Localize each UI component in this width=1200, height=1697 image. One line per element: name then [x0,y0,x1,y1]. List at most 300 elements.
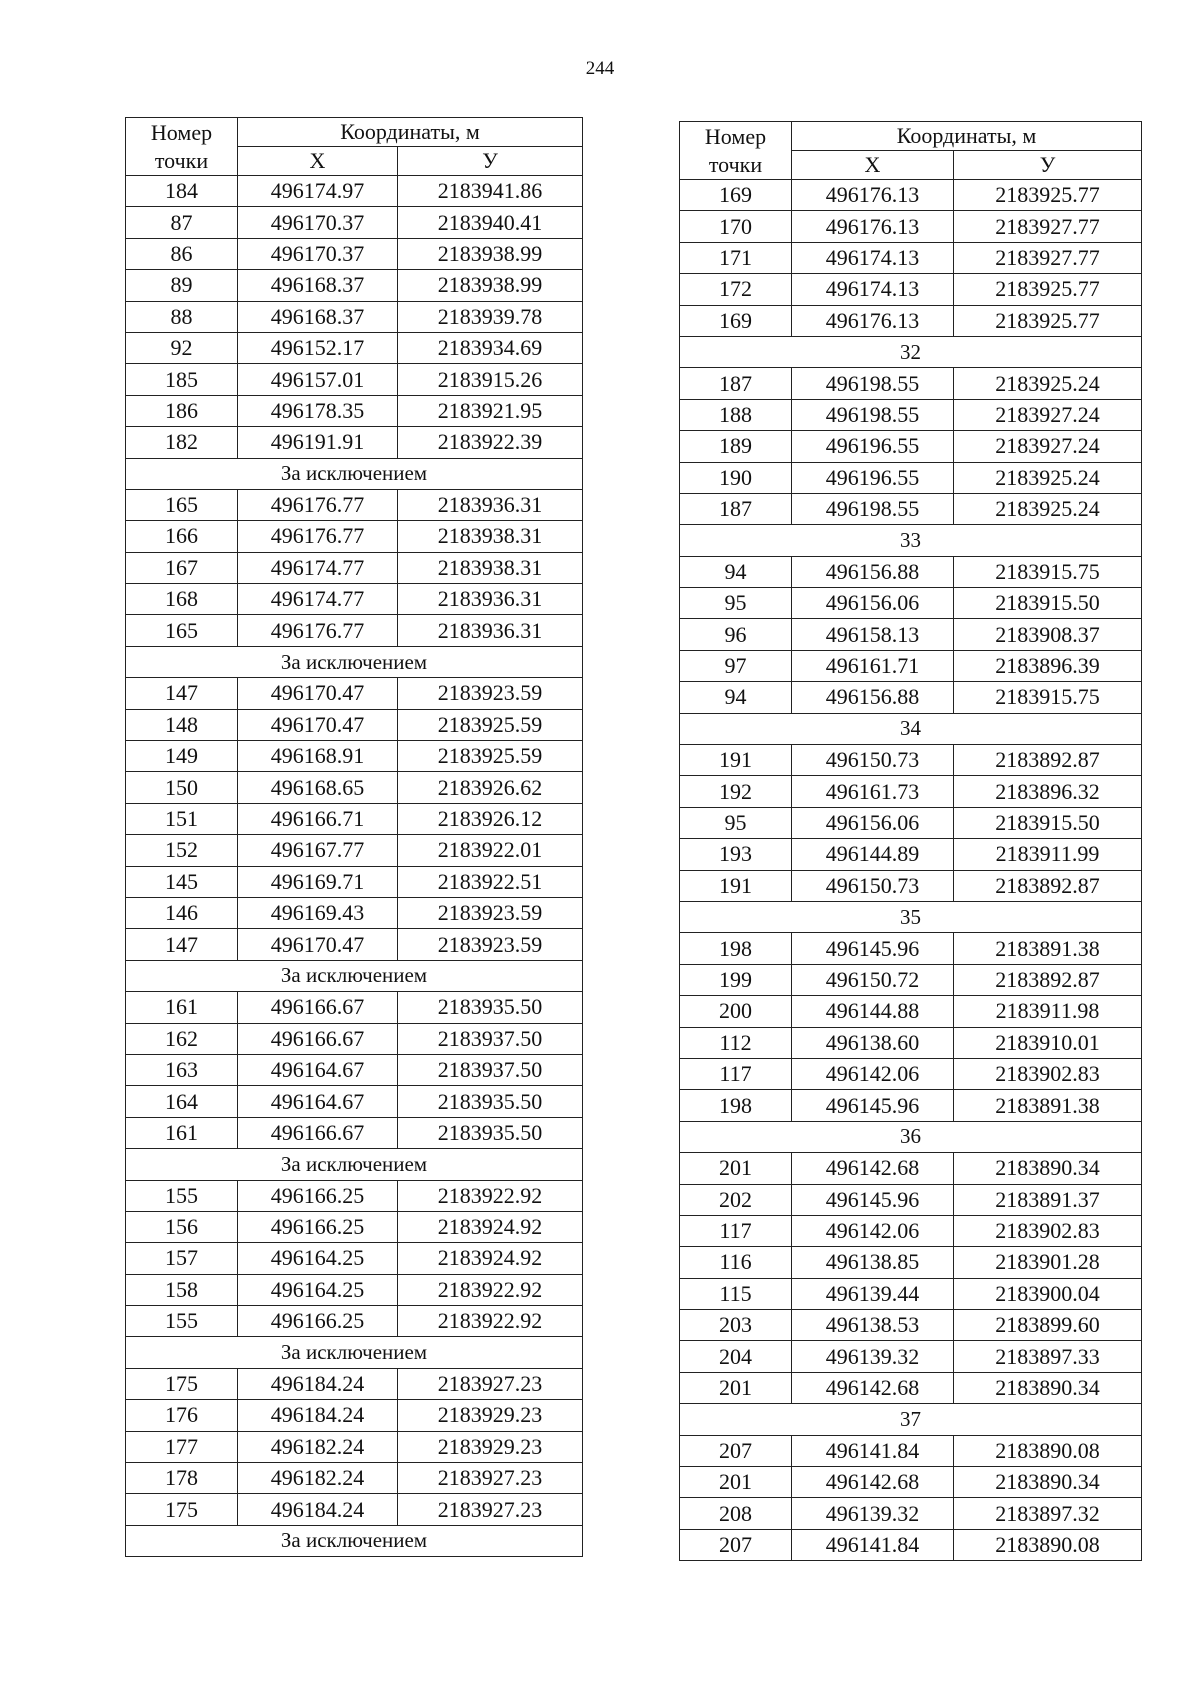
section-row [126,1337,583,1368]
point-number-cell: 157 [126,1243,238,1274]
point-number-cell: 112 [680,1027,792,1058]
y-coordinate-cell: 2183938.99 [398,238,583,269]
point-number-cell: 147 [126,929,238,960]
x-coordinate-cell: 496144.89 [792,839,954,870]
y-coordinate-cell: 2183935.50 [398,1086,583,1117]
y-coordinate-cell: 2183927.24 [954,431,1142,462]
table-row [126,270,583,301]
point-number-cell: 184 [126,176,238,207]
y-coordinate-cell: 2183890.34 [954,1467,1142,1498]
table-row [680,807,1142,838]
x-coordinate-cell: 496184.24 [238,1400,398,1431]
x-coordinate-cell: 496142.68 [792,1153,954,1184]
x-coordinate-cell: 496150.73 [792,870,954,901]
point-number-cell: 165 [126,615,238,646]
y-coordinate-cell: 2183927.23 [398,1368,583,1399]
table-row [126,1494,583,1525]
point-number-cell: 87 [126,207,238,238]
header-point-number: Номер точки [126,118,238,176]
x-coordinate-cell: 496138.85 [792,1247,954,1278]
x-coordinate-cell: 496191.91 [238,427,398,458]
y-coordinate-cell: 2183925.59 [398,741,583,772]
table-row [680,1310,1142,1341]
header-coordinates: Координаты, м [792,122,1142,151]
y-coordinate-cell: 2183929.23 [398,1400,583,1431]
point-number-cell: 89 [126,270,238,301]
x-coordinate-cell: 496166.67 [238,1023,398,1054]
y-coordinate-cell: 2183892.87 [954,745,1142,776]
section-row [126,458,583,489]
point-number-cell: 204 [680,1341,792,1372]
y-coordinate-cell: 2183892.87 [954,964,1142,995]
x-coordinate-cell: 496145.96 [792,1184,954,1215]
x-coordinate-cell: 496170.47 [238,709,398,740]
section-row [126,1525,583,1556]
x-coordinate-cell: 496166.25 [238,1211,398,1242]
y-coordinate-cell: 2183915.50 [954,588,1142,619]
point-number-cell: 177 [126,1431,238,1462]
y-coordinate-cell: 2183924.92 [398,1211,583,1242]
x-coordinate-cell: 496164.25 [238,1243,398,1274]
point-number-cell: 171 [680,242,792,273]
point-number-cell: 191 [680,745,792,776]
x-coordinate-cell: 496164.67 [238,1054,398,1085]
x-coordinate-cell: 496139.32 [792,1341,954,1372]
x-coordinate-cell: 496164.67 [238,1086,398,1117]
section-label: За исключением [126,960,583,991]
x-coordinate-cell: 496184.24 [238,1368,398,1399]
table-row [126,552,583,583]
section-label: 35 [680,901,1142,932]
y-coordinate-cell: 2183938.31 [398,521,583,552]
table-row [126,741,583,772]
x-coordinate-cell: 496157.01 [238,364,398,395]
y-coordinate-cell: 2183923.59 [398,678,583,709]
x-coordinate-cell: 496166.67 [238,992,398,1023]
section-row [126,960,583,991]
y-coordinate-cell: 2183902.83 [954,1058,1142,1089]
x-coordinate-cell: 496198.55 [792,493,954,524]
x-coordinate-cell: 496156.06 [792,588,954,619]
x-coordinate-cell: 496164.25 [238,1274,398,1305]
table-row [126,521,583,552]
y-coordinate-cell: 2183926.62 [398,772,583,803]
section-row [126,646,583,677]
x-coordinate-cell: 496176.77 [238,489,398,520]
x-coordinate-cell: 496158.13 [792,619,954,650]
point-number-cell: 150 [126,772,238,803]
point-number-cell: 161 [126,992,238,1023]
table-row [680,1341,1142,1372]
y-coordinate-cell: 2183922.92 [398,1180,583,1211]
point-number-cell: 193 [680,839,792,870]
table-row [680,996,1142,1027]
section-label: 37 [680,1404,1142,1435]
point-number-cell: 207 [680,1529,792,1560]
y-coordinate-cell: 2183936.31 [398,489,583,520]
x-coordinate-cell: 496176.13 [792,180,954,211]
y-coordinate-cell: 2183922.01 [398,835,583,866]
table-row [680,399,1142,430]
x-coordinate-cell: 496138.53 [792,1310,954,1341]
x-coordinate-cell: 496170.37 [238,207,398,238]
x-coordinate-cell: 496166.25 [238,1306,398,1337]
point-number-cell: 176 [126,1400,238,1431]
coordinates-body-right [680,180,1142,1561]
table-row [680,242,1142,273]
table-row [126,803,583,834]
y-coordinate-cell: 2183927.24 [954,399,1142,430]
table-row [680,431,1142,462]
point-number-cell: 165 [126,489,238,520]
point-number-cell: 162 [126,1023,238,1054]
section-label: За исключением [126,458,583,489]
x-coordinate-cell: 496141.84 [792,1435,954,1466]
point-number-cell: 172 [680,274,792,305]
x-coordinate-cell: 496168.65 [238,772,398,803]
y-coordinate-cell: 2183934.69 [398,332,583,363]
table-row [126,615,583,646]
table-row [126,332,583,363]
table-row [126,709,583,740]
table-row [680,1435,1142,1466]
point-number-cell: 185 [126,364,238,395]
x-coordinate-cell: 496184.24 [238,1494,398,1525]
table-row [126,1023,583,1054]
table-row [680,462,1142,493]
x-coordinate-cell: 496161.71 [792,650,954,681]
y-coordinate-cell: 2183922.92 [398,1306,583,1337]
table-row [126,1211,583,1242]
point-number-cell: 116 [680,1247,792,1278]
header-y: У [398,147,583,176]
y-coordinate-cell: 2183923.59 [398,929,583,960]
table-row [126,1431,583,1462]
x-coordinate-cell: 496142.68 [792,1467,954,1498]
point-number-cell: 201 [680,1153,792,1184]
point-number-cell: 201 [680,1372,792,1403]
point-number-cell: 190 [680,462,792,493]
y-coordinate-cell: 2183923.59 [398,897,583,928]
table-row [680,180,1142,211]
point-number-cell: 152 [126,835,238,866]
y-coordinate-cell: 2183901.28 [954,1247,1142,1278]
y-coordinate-cell: 2183927.23 [398,1494,583,1525]
table-row [126,176,583,207]
x-coordinate-cell: 496166.71 [238,803,398,834]
table-row [126,835,583,866]
table-row [126,678,583,709]
y-coordinate-cell: 2183902.83 [954,1215,1142,1246]
y-coordinate-cell: 2183891.37 [954,1184,1142,1215]
x-coordinate-cell: 496142.68 [792,1372,954,1403]
page-number: 244 [585,58,615,79]
y-coordinate-cell: 2183926.12 [398,803,583,834]
table-row [680,1153,1142,1184]
x-coordinate-cell: 496161.73 [792,776,954,807]
y-coordinate-cell: 2183896.32 [954,776,1142,807]
table-row [680,776,1142,807]
table-row [126,992,583,1023]
point-number-cell: 95 [680,807,792,838]
point-number-cell: 187 [680,493,792,524]
section-label: 33 [680,525,1142,556]
table-row [680,588,1142,619]
x-coordinate-cell: 496196.55 [792,431,954,462]
table-row [680,1529,1142,1560]
x-coordinate-cell: 496166.25 [238,1180,398,1211]
x-coordinate-cell: 496156.88 [792,682,954,713]
section-label: 32 [680,336,1142,367]
point-number-cell: 86 [126,238,238,269]
point-number-cell: 166 [126,521,238,552]
x-coordinate-cell: 496176.77 [238,615,398,646]
y-coordinate-cell: 2183899.60 [954,1310,1142,1341]
y-coordinate-cell: 2183939.78 [398,301,583,332]
table-row [126,427,583,458]
x-coordinate-cell: 496170.47 [238,929,398,960]
x-coordinate-cell: 496198.55 [792,368,954,399]
y-coordinate-cell: 2183927.77 [954,242,1142,273]
point-number-cell: 187 [680,368,792,399]
y-coordinate-cell: 2183911.98 [954,996,1142,1027]
y-coordinate-cell: 2183935.50 [398,992,583,1023]
y-coordinate-cell: 2183891.38 [954,933,1142,964]
x-coordinate-cell: 496156.88 [792,556,954,587]
x-coordinate-cell: 496198.55 [792,399,954,430]
table-row [680,650,1142,681]
point-number-cell: 191 [680,870,792,901]
table-row [680,1058,1142,1089]
table-row [680,305,1142,336]
point-number-cell: 94 [680,682,792,713]
table-row [126,364,583,395]
x-coordinate-cell: 496167.77 [238,835,398,866]
header-x: Х [792,151,954,180]
y-coordinate-cell: 2183915.50 [954,807,1142,838]
x-coordinate-cell: 496138.60 [792,1027,954,1058]
y-coordinate-cell: 2183924.92 [398,1243,583,1274]
x-coordinate-cell: 496196.55 [792,462,954,493]
table-row [126,489,583,520]
point-number-cell: 202 [680,1184,792,1215]
table-row [126,1243,583,1274]
point-number-cell: 158 [126,1274,238,1305]
x-coordinate-cell: 496170.47 [238,678,398,709]
point-number-cell: 97 [680,650,792,681]
y-coordinate-cell: 2183936.31 [398,584,583,615]
point-number-cell: 188 [680,399,792,430]
x-coordinate-cell: 496145.96 [792,933,954,964]
x-coordinate-cell: 496139.32 [792,1498,954,1529]
point-number-cell: 198 [680,933,792,964]
x-coordinate-cell: 496141.84 [792,1529,954,1560]
table-row [126,1274,583,1305]
y-coordinate-cell: 2183925.59 [398,709,583,740]
x-coordinate-cell: 496178.35 [238,395,398,426]
section-label: 36 [680,1121,1142,1152]
table-row [680,839,1142,870]
y-coordinate-cell: 2183922.92 [398,1274,583,1305]
point-number-cell: 175 [126,1368,238,1399]
point-number-cell: 117 [680,1215,792,1246]
y-coordinate-cell: 2183915.75 [954,556,1142,587]
table-row [680,870,1142,901]
point-number-cell: 95 [680,588,792,619]
x-coordinate-cell: 496168.37 [238,301,398,332]
section-row [126,1149,583,1180]
y-coordinate-cell: 2183935.50 [398,1117,583,1148]
y-coordinate-cell: 2183890.34 [954,1372,1142,1403]
table-row [126,866,583,897]
header-point-number: Номер точки [680,122,792,180]
x-coordinate-cell: 496176.77 [238,521,398,552]
table-row [680,368,1142,399]
point-number-cell: 201 [680,1467,792,1498]
x-coordinate-cell: 496182.24 [238,1463,398,1494]
section-row [680,1121,1142,1152]
y-coordinate-cell: 2183941.86 [398,176,583,207]
table-row [680,745,1142,776]
table-row [126,584,583,615]
y-coordinate-cell: 2183910.01 [954,1027,1142,1058]
table-row [680,556,1142,587]
table-row [126,1306,583,1337]
point-number-cell: 175 [126,1494,238,1525]
point-number-cell: 146 [126,897,238,928]
x-coordinate-cell: 496174.13 [792,242,954,273]
point-number-cell: 88 [126,301,238,332]
point-number-cell: 163 [126,1054,238,1085]
table-row [680,274,1142,305]
table-row [680,1247,1142,1278]
point-number-cell: 155 [126,1180,238,1211]
header-coordinates: Координаты, м [238,118,583,147]
point-number-cell: 167 [126,552,238,583]
point-number-cell: 117 [680,1058,792,1089]
point-number-cell: 115 [680,1278,792,1309]
x-coordinate-cell: 496169.71 [238,866,398,897]
table-row [680,1278,1142,1309]
point-number-cell: 198 [680,1090,792,1121]
section-label: За исключением [126,1149,583,1180]
x-coordinate-cell: 496156.06 [792,807,954,838]
table-row [680,682,1142,713]
y-coordinate-cell: 2183938.31 [398,552,583,583]
table-row [680,1215,1142,1246]
x-coordinate-cell: 496142.06 [792,1215,954,1246]
y-coordinate-cell: 2183927.77 [954,211,1142,242]
section-label: 34 [680,713,1142,744]
section-row [680,1404,1142,1435]
x-coordinate-cell: 496174.77 [238,584,398,615]
x-coordinate-cell: 496169.43 [238,897,398,928]
table-row [126,207,583,238]
point-number-cell: 164 [126,1086,238,1117]
x-coordinate-cell: 496152.17 [238,332,398,363]
x-coordinate-cell: 496139.44 [792,1278,954,1309]
x-coordinate-cell: 496168.91 [238,741,398,772]
point-number-cell: 161 [126,1117,238,1148]
y-coordinate-cell: 2183896.39 [954,650,1142,681]
y-coordinate-cell: 2183929.23 [398,1431,583,1462]
point-number-cell: 94 [680,556,792,587]
y-coordinate-cell: 2183925.77 [954,274,1142,305]
table-row [126,1180,583,1211]
y-coordinate-cell: 2183921.95 [398,395,583,426]
table-row [680,1498,1142,1529]
table-row [126,1054,583,1085]
point-number-cell: 151 [126,803,238,834]
y-coordinate-cell: 2183890.34 [954,1153,1142,1184]
y-coordinate-cell: 2183897.33 [954,1341,1142,1372]
x-coordinate-cell: 496168.37 [238,270,398,301]
coordinates-table-left [125,117,583,1557]
y-coordinate-cell: 2183927.23 [398,1463,583,1494]
y-coordinate-cell: 2183911.99 [954,839,1142,870]
table-row [126,1463,583,1494]
y-coordinate-cell: 2183925.24 [954,493,1142,524]
table-row [126,238,583,269]
y-coordinate-cell: 2183915.26 [398,364,583,395]
x-coordinate-cell: 496182.24 [238,1431,398,1462]
point-number-cell: 145 [126,866,238,897]
table-row [126,301,583,332]
table-row [680,1467,1142,1498]
y-coordinate-cell: 2183940.41 [398,207,583,238]
point-number-cell: 203 [680,1310,792,1341]
y-coordinate-cell: 2183925.77 [954,305,1142,336]
y-coordinate-cell: 2183897.32 [954,1498,1142,1529]
point-number-cell: 147 [126,678,238,709]
coordinates-body-left [126,176,583,1557]
point-number-cell: 169 [680,305,792,336]
table-row [680,1090,1142,1121]
y-coordinate-cell: 2183938.99 [398,270,583,301]
section-row [680,336,1142,367]
y-coordinate-cell: 2183890.08 [954,1529,1142,1560]
table-row [126,772,583,803]
point-number-cell: 92 [126,332,238,363]
section-label: За исключением [126,646,583,677]
y-coordinate-cell: 2183890.08 [954,1435,1142,1466]
x-coordinate-cell: 496150.73 [792,745,954,776]
table-row [680,493,1142,524]
x-coordinate-cell: 496174.97 [238,176,398,207]
y-coordinate-cell: 2183925.24 [954,462,1142,493]
table-row [126,1117,583,1148]
x-coordinate-cell: 496174.77 [238,552,398,583]
point-number-cell: 207 [680,1435,792,1466]
point-number-cell: 186 [126,395,238,426]
table-row [126,897,583,928]
point-number-cell: 169 [680,180,792,211]
point-number-cell: 178 [126,1463,238,1494]
header-y: У [954,151,1142,180]
coordinates-table-right [679,121,1142,1561]
point-number-cell: 170 [680,211,792,242]
table-row [680,1184,1142,1215]
table-row [680,1027,1142,1058]
table-row [680,933,1142,964]
point-number-cell: 149 [126,741,238,772]
table-row [126,1086,583,1117]
point-number-cell: 96 [680,619,792,650]
y-coordinate-cell: 2183937.50 [398,1054,583,1085]
point-number-cell: 182 [126,427,238,458]
y-coordinate-cell: 2183925.77 [954,180,1142,211]
point-number-cell: 156 [126,1211,238,1242]
